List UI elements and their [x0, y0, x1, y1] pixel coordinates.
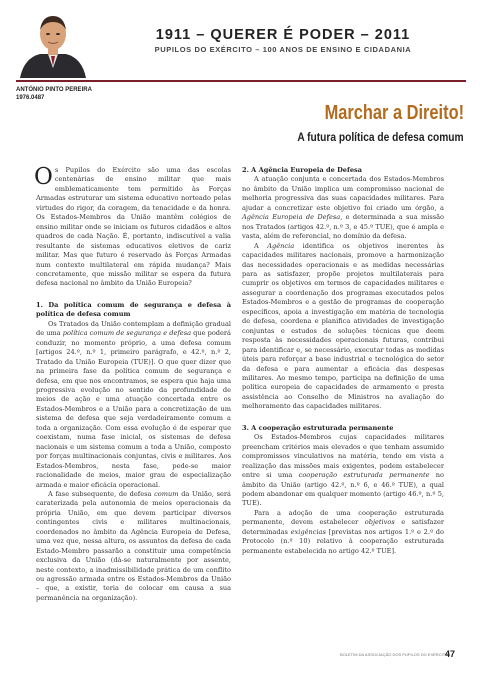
- article-subtitle: A futura política de defesa comum: [297, 130, 464, 144]
- header-title: 1911 – QUERER É PODER – 2011: [155, 27, 411, 43]
- drop-cap: O: [34, 164, 53, 190]
- page-header: [100, 26, 466, 54]
- author-code: 1976.0487: [16, 94, 45, 101]
- article-title: Marchar a Direito!: [324, 102, 464, 124]
- right-column: [242, 166, 444, 556]
- author-portrait-icon: [16, 8, 90, 78]
- paragraph: A atuação conjunta e concertada dos Estados-Membros no âmbito da União implica um compromisso nacional de melhoria progressiva das suas capacidades militares. Para ajudar a concretizar este objetivo foi criado um órgão, a Agência Europeia de Defesa, e determinada a sua missão nos Tratados (artigos 42.º, n.º 3, e 45.º TUE), que é ampla e vasta, além de referencial, no domínio da defesa.: [242, 175, 444, 241]
- footer-text: BOLETIM DA ASSOCIAÇÃO DOS PUPILOS DO EXÉRCITO: [340, 652, 449, 657]
- author-block: [16, 87, 92, 102]
- page-number: 47: [445, 649, 456, 659]
- paragraph: Os Tratados da União contemplam a definição gradual de uma política comum de segurança e defesa que poderá conduzir, no momento próprio, a uma defesa comum [artigos 24.º, n.º 1, primeiro parágrafo, e 42.º, n.º 2, Tratado da União Europeia (TUE)]. O que quer dizer que na primeira fase da política comum de segurança e defesa, em que nos encontramos, se espera que haja uma progressiva evolução no sentido da profundidade de meios de ação e uma atuação concertada entre os Estados-Membros e a União para a concretização de um sistema de defesa que seja verdadeiramente comum a toda a organização. Com essa evolução é de esperar que coexistam, numa fase inicial, os sistemas de defesa nacionais e um sistema comum a toda a União, composto por forças multinacionais conjuntas, civis e militares. Aos Estados-Membros, nesta fase, pede-se maior racionalidade de meios, maior grau de especialização armada e maior eficácia operacional.: [36, 319, 231, 489]
- paragraph: Os Estados-Membros cujas capacidades militares preencham critérios mais elevados e que tenham assumido compromissos vinculativos na matéria, tendo em vista a realização das missões mais exigentes, podem estabelecer entre si uma cooperação estruturada permanente no âmbito da União (artigo 42.º, n.º 6, e 46.º TUE), a qual podem abandonar em qualquer momento (artigo 46.º, n.º 5, TUE).: [242, 433, 444, 508]
- header-subtitle: PUPILOS DO EXÉRCITO – 100 ANOS DE ENSINO E CIDADANIA: [154, 45, 412, 54]
- author-name: ANTÓNIO PINTO PEREIRA: [16, 87, 92, 93]
- header-rule: [16, 80, 466, 82]
- section-1-heading: 1. Da política comum de segurança e defesa à política de defesa comum: [36, 300, 231, 319]
- paragraph: A Agência identifica os objetivos inerentes às capacidades militares nacionais, promove a harmonização das necessidades operacionais e as medidas necessárias para as satisfazer, propõe projetos multilaterais para cumprir os objetivos em termos de capacidades militares e assegurar a coordenação dos programas executados pelos Estados-Membros e a gestão de programas de cooperação específicos, apoia a investigação em matéria de tecnologia de defesa, coordena e planifica atividades de investigação conjuntas e estudos de soluções técnicas que deem resposta às necessidades operacionais futuras, contribui para identificar e, se necessário, executar todas as medidas úteis para reforçar a base industrial e tecnológica do setor da defesa e para aumentar a eficácia das despesas militares. Ao mesmo tempo, participa na definição de uma política europeia de capacidades de armamento e presta assistência ao Conselho de Ministros na avaliação do melhoramento das capacidades militares.: [242, 241, 444, 411]
- paragraph: Para a adoção de uma cooperação estruturada permanente, devem estabelecer objetivos e satisfazer determinadas exigências [previstas nos artigos 1.º e 2.º do Protocolo (n.º 10) relativo à cooperação estruturada permanente estabelecida no artigo 42.º TUE].: [242, 508, 444, 555]
- paragraph: A fase subsequente, de defesa comum da União, será caraterizada pela autonomia de meios operacionais da própria União, em que devem participar diversos contingentes civis e militares multinacionais, coordenados no âmbito da Agência Europeia de Defesa, uma vez que, nessa altura, os assuntos da defesa de cada Estado-Membro passarão a constituir uma competência exclusiva da União (dá-se naturalmente por assente, neste contexto, a inadmissibilidade prática de um conflito ou agressão armada entre os Estados-Membros da União – que, a existir, teria de colocar em causa a sua permanência na organização).: [36, 489, 231, 602]
- intro-paragraph: Os Pupilos do Exército são uma das escolas centenárias de ensino militar que mais emblematicamente tem permitido às Forças Armadas estruturar um sistema educativo norteado pelas virtudes do rigor, da coragem, da tenacidade e da honra. Os Estados-Membros da União mantêm colégios de ensino militar onde se iniciam os futuros cidadãos e altos quadros de cada Nação. É, portanto, indiscutível a valia resultante de sistemas educativos eletivos de cariz militar. Mas que futuro é reservado às Forças Armadas num contexto multilateral em rápida mudança? Mais concretamente, que missão militar se espera da futura defesa nacional no âmbito da União Europeia?: [34, 164, 231, 288]
- left-column: [36, 166, 231, 603]
- section-2-heading: 2. A Agência Europeia de Defesa: [242, 166, 362, 174]
- section-3-heading: 3. A cooperação estruturada permanente: [242, 423, 394, 432]
- author-photo: [16, 8, 90, 78]
